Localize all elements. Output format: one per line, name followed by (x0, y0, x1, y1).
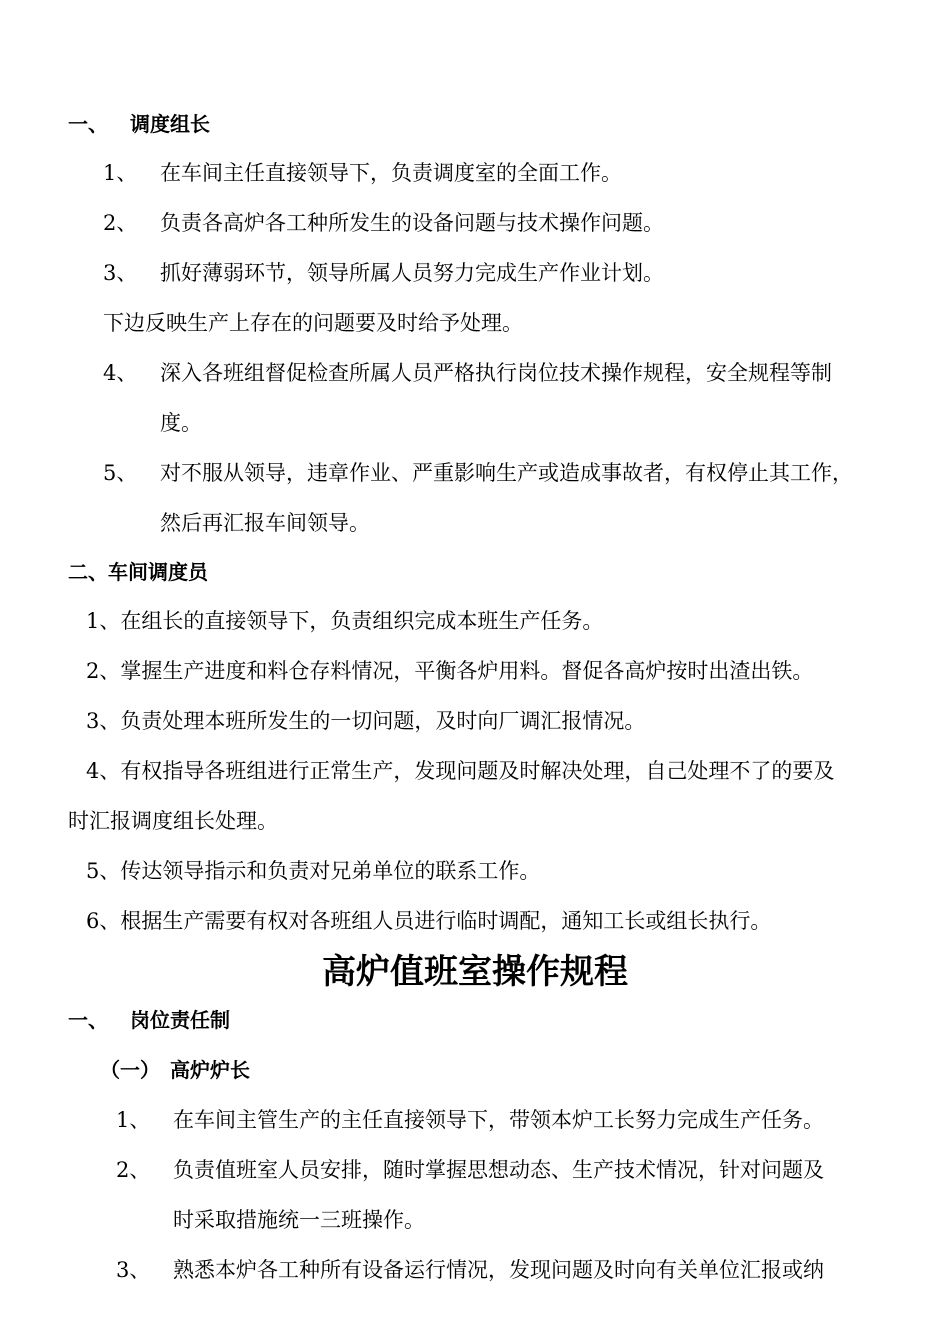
list-item: 5、 对不服从领导，违章作业、严重影响生产或造成事故者，有权停止其工作， (103, 461, 853, 485)
list-item: 1、 在车间主管生产的主任直接领导下，带领本炉工长努力完成生产任务。 (116, 1108, 824, 1132)
list-item-continuation: 度。 (160, 411, 202, 435)
list-item: 1、 在车间主任直接领导下，负责调度室的全面工作。 (103, 161, 622, 185)
list-item: 4、 深入各班组督促检查所属人员严格执行岗位技术操作规程，安全规程等制 (103, 361, 832, 385)
list-item: 3、 熟悉本炉各工种所有设备运行情况，发现问题及时向有关单位汇报或纳 (116, 1258, 824, 1282)
list-item: 2、掌握生产进度和料仓存料情况，平衡各炉用料。督促各高炉按时出渣出铁。 (86, 659, 814, 683)
section-heading-3: 一、 岗位责任制 (68, 1008, 230, 1032)
section-heading-2: 二、车间调度员 (68, 560, 208, 584)
page-title: 高炉值班室操作规程 (322, 952, 628, 992)
list-item: 3、 抓好薄弱环节，领导所属人员努力完成生产作业计划。 (103, 261, 664, 285)
list-item: 6、根据生产需要有权对各班组人员进行临时调配，通知工长或组长执行。 (86, 909, 772, 933)
list-item: 1、在组长的直接领导下，负责组织完成本班生产任务。 (86, 609, 604, 633)
paragraph-line: 下边反映生产上存在的问题要及时给予处理。 (103, 311, 523, 335)
list-item: 3、负责处理本班所发生的一切问题，及时向厂调汇报情况。 (86, 709, 646, 733)
list-item: 2、 负责值班室人员安排，随时掌握思想动态、生产技术情况，针对问题及 (116, 1158, 824, 1182)
sub-heading: （一） 高炉炉长 (100, 1058, 250, 1082)
section-number: 一、 (68, 112, 108, 136)
list-item: 4、有权指导各班组进行正常生产，发现问题及时解决处理，自己处理不了的要及 (86, 759, 835, 783)
section-title: 调度组长 (130, 112, 210, 136)
list-item-continuation: 时汇报调度组长处理。 (68, 809, 278, 833)
list-item-continuation: 然后再汇报车间领导。 (160, 511, 370, 535)
list-item: 2、 负责各高炉各工种所发生的设备问题与技术操作问题。 (103, 211, 664, 235)
list-item: 5、传达领导指示和负责对兄弟单位的联系工作。 (86, 859, 541, 883)
section-heading-1 (68, 110, 210, 138)
list-item-continuation: 时采取措施统一三班操作。 (173, 1208, 425, 1232)
